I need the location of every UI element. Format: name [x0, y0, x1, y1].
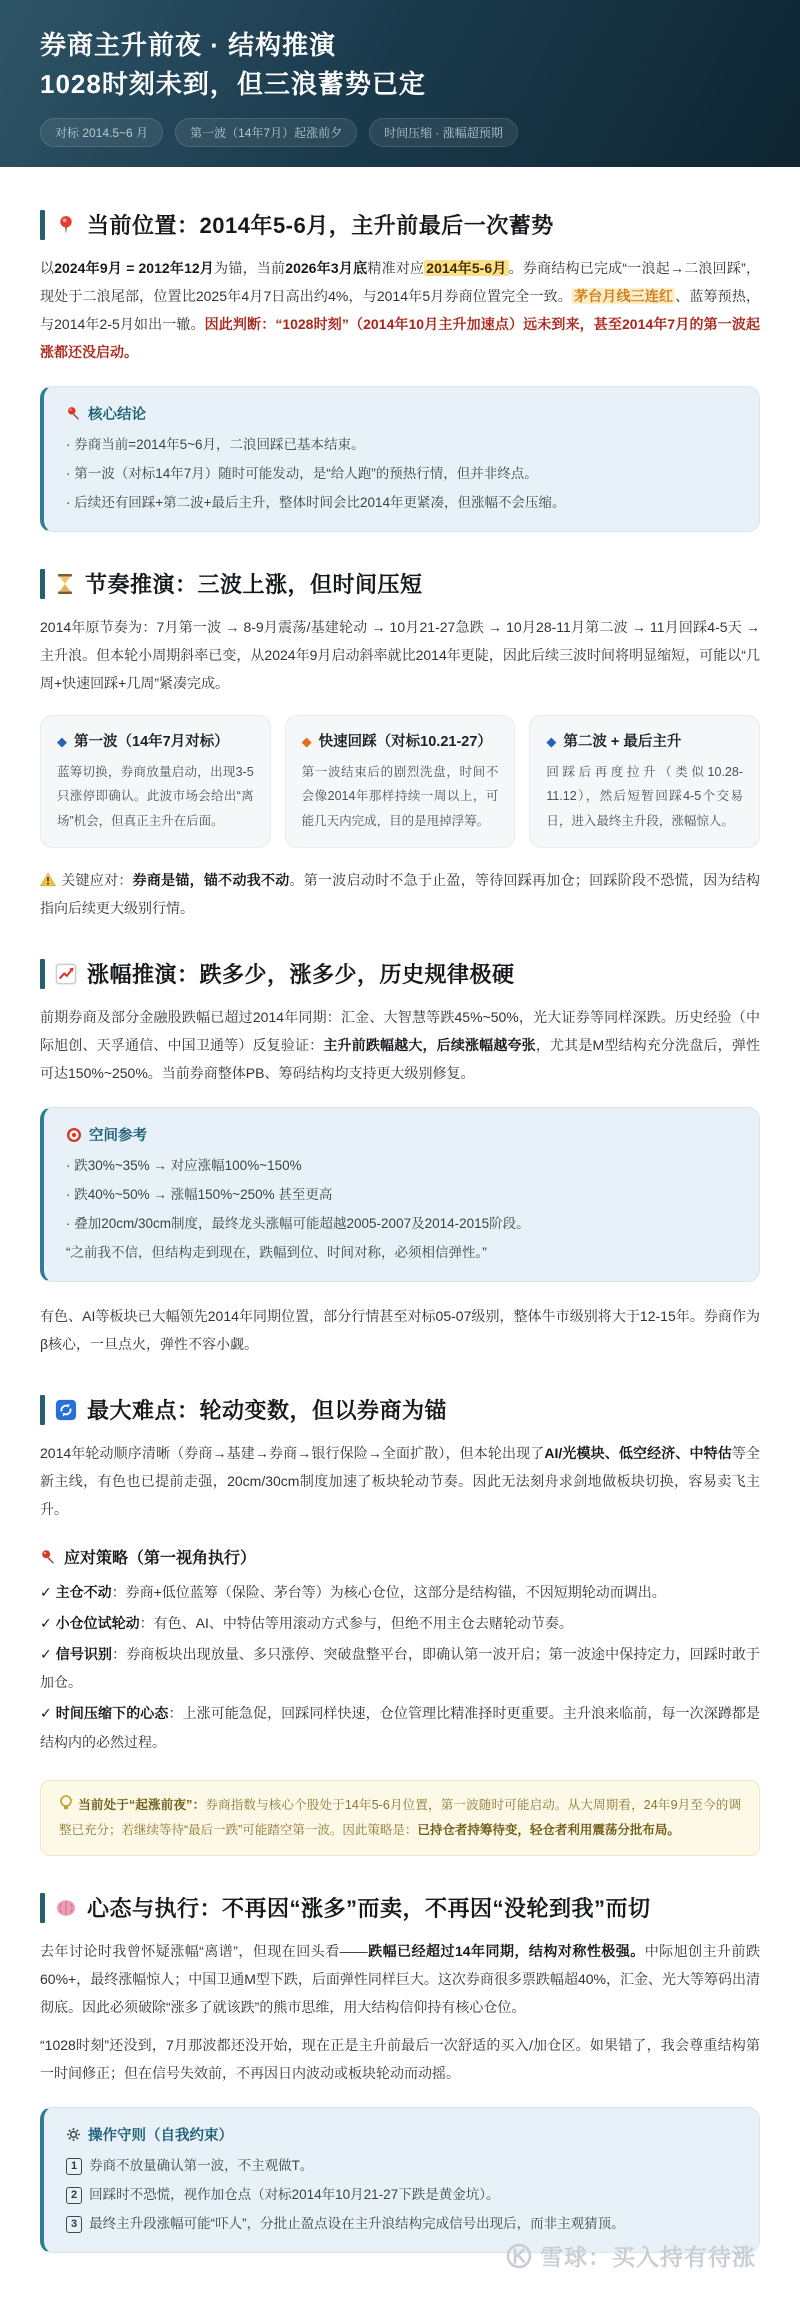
section-title: 最大难点：轮动变数，但以券商为锚 — [87, 1398, 448, 1424]
callout-title: 空间参考 — [66, 1124, 737, 1145]
space-line: · 跌30%~35% → 对应涨幅100%~150% — [66, 1158, 302, 1174]
diamond-icon: ◆ — [57, 734, 67, 750]
warning-icon — [40, 872, 56, 887]
card-second-wave — [529, 715, 760, 848]
pre-launch-note-box: 当前处于“起涨前夜”：券商指数与核心个股处于14年5-6月位置，第一波随时可能启动。从大周期看，24年9月至今的调整已充分；若继续等待“最后一跌”可能踏空第一波。因此策略是：已持仓者持筹待变，轻仓者利用震荡分批布局。 — [40, 1780, 760, 1856]
strategy-check: ✓ 主仓不动：券商+低位蓝筹（保险、茅台等）为核心仓位，这部分是结构锚，不因短期轮动而调出。 — [40, 1584, 666, 1601]
brain-icon — [55, 1898, 77, 1918]
section-heading — [40, 209, 760, 240]
conclusion-line: · 第一波（对标14年7月）随时可能发动，是“给人跑”的预热行情，但并非终点。 — [66, 466, 538, 482]
section-bar — [40, 1395, 45, 1425]
hourglass-icon — [55, 573, 75, 595]
paragraph: 去年讨论时我曾怀疑涨幅“离谱”，但现在回头看——跌幅已经超过14年同期，结构对称性极强。中际旭创主升前跌60%+，最终涨幅惊人；中国卫通M型下跌，后面弹性同样巨大。这次券商很多票跌幅超40%，汇金、光大等筹码出清彻底。因此必须破除“涨多了就该跌”的熊市思维，用大结构信仰持有核心仓位。 — [40, 1943, 761, 2016]
rule-line: 3 最终主升段涨幅可能“吓人”，分批止盈点设在主升浪结构完成信号出现后，而非主观猜顶。 — [66, 2209, 737, 2238]
space-reference-box — [40, 1107, 760, 1282]
card-first-wave — [40, 715, 271, 848]
xueqiu-logo-icon — [506, 2243, 532, 2269]
space-line: · 跌40%~50% → 涨幅150%~250% 甚至更高 — [66, 1187, 333, 1203]
rule-line: 2 回踩时不恐慌，视作加仓点（对标2014年10月21-27下跌是黄金坑）。 — [66, 2180, 737, 2209]
callout-title: 操作守则（自我约束） — [66, 2124, 737, 2145]
section-rhythm — [40, 568, 760, 922]
section-heading — [40, 1892, 760, 1923]
paragraph: 以2024年9月 = 2012年12月为锚，当前2026年3月底精准对应 2014年5-6月 。券商结构已完成“一浪起→二浪回踩”，现处于二浪尾部，位置比2025年4月7日高出约4%，与2014年5月券商位置完全一致。 茅台月线三连红 、蓝筹预热，与2014年2-5月如出一辙。因此判断：“1028时刻”（2014年10月主升加速点）远未到来，甚至2014年7月的第一波起涨都还没启动。 — [40, 260, 761, 360]
core-conclusion-box — [40, 386, 760, 532]
conclusion-line: · 券商当前=2014年5~6月，二浪回踩已基本结束。 — [66, 437, 365, 452]
operating-rules-box — [40, 2107, 760, 2253]
page-title-line1: 券商主升前夜 · 结构推演 — [40, 30, 337, 60]
page-title — [40, 26, 760, 104]
paragraph: 2014年原节奏为：7月第一波 → 8-9月震荡/基建轮动 → 10月21-27急跌 → 10月28-11月第二波 → 11月回踩4-5天 → 主升浪。但本轮小周期斜率已变，从2024年9月启动斜率就比2014年更陡，因此后续三波时间将明显缩短，可能以“几周+快速回踩+几周”紧凑完成。 — [40, 619, 760, 692]
gear-icon — [66, 2127, 81, 2142]
section-heading — [40, 1394, 760, 1425]
tag-benchmark: 对标 2014.5~6 月 — [40, 118, 163, 147]
location-pin-icon — [55, 214, 77, 236]
paragraph: “1028时刻”还没到，7月那波都还没开始，现在正是主升前最后一次舒适的买入/加仓区。如果错了，我会尊重结构第一时间修正；但在信号失效前，不再因日内波动或板块轮动而动摇。 — [40, 2037, 760, 2082]
section-bar — [40, 569, 45, 599]
paragraph: 2014年轮动顺序清晰（券商→基建→券商→银行保险→全面扩散），但本轮出现了AI/光模块、低空经济、中特估等全新主线，有色也已提前走强，20cm/30cm制度加速了板块轮动节奏。因此无法刻舟求剑地做板块切换，容易卖飞主升。 — [40, 1445, 760, 1518]
strategy-check: ✓ 时间压缩下的心态：上涨可能急促，回踩同样快速，仓位管理比精准择时更重要。主升浪来临前，每一次深蹲都是结构内的必然过程。 — [40, 1704, 760, 1750]
watermark-text: 雪球：买入持有待涨 — [540, 2244, 756, 2271]
section-bar — [40, 1893, 45, 1923]
card-title: ◆ 第二波 + 最后主升 — [546, 734, 682, 751]
section-title: 当前位置：2014年5-6月，主升前最后一次蓄势 — [87, 213, 554, 238]
section-bar — [40, 210, 45, 240]
section-bar — [40, 959, 45, 989]
section-title: 涨幅推演：跌多少，涨多少，历史规律极硬 — [87, 962, 515, 988]
strategy-check: ✓ 小仓位试轮动：有色、AI、中特估等用滚动方式参与，但绝不用主仓去赌轮动节奏。 — [40, 1614, 573, 1631]
pushpin-icon — [40, 1549, 56, 1565]
strategy-subheading: 应对策略（第一视角执行） — [40, 1545, 760, 1568]
diamond-icon: ◆ — [546, 734, 557, 750]
callout-title: 核心结论 — [66, 403, 737, 424]
article-body — [0, 167, 800, 2310]
page-header — [0, 0, 800, 167]
light-bulb-icon — [59, 1795, 73, 1811]
card-body: 回踩后再度拉升（类似10.28-11.12），然后短暂回踩4-5个交易日，进入最终主升段，涨幅惊人。 — [546, 765, 743, 828]
paragraph: 前期券商及部分金融股跌幅已超过2014年同期：汇金、大智慧等跌45%~50%，光大证券等同样深跌。历史经验（中际旭创、天孚通信、中国卫通等）反复验证：主升前跌幅越大，后续涨幅越夸张，尤其是M型结构充分洗盘后，弹性可达150%~250%。当前券商整体PB、筹码结构均支持更大级别修复。 — [40, 1009, 761, 1082]
key-response-line: 关键应对：券商是锚，锚不动我不动。第一波启动时不急于止盈，等待回踩再加仓；回踩阶段不恐慌，因为结构指向后续更大级别行情。 — [40, 872, 761, 917]
tag-first-wave: 第一波（14年7月）起涨前夕 — [175, 118, 357, 147]
section-heading — [40, 568, 760, 599]
card-quick-pullback — [285, 715, 516, 848]
section-gain-projection — [40, 958, 760, 1358]
section-title: 节奏推演：三波上涨，但时间压短 — [85, 572, 423, 598]
section-heading — [40, 958, 760, 989]
section-title: 心态与执行：不再因“涨多”而卖，不再因“没轮到我”而切 — [87, 1896, 651, 1922]
strategy-check: ✓ 信号识别：券商板块出现放量、多只涨停、突破盘整平台，即确认第一波开启；第一波途中保持定力，回踩时敢于加仓。 — [40, 1645, 760, 1691]
card-title: ◆ 快速回踩（对标10.21-27） — [301, 734, 492, 751]
watermark — [40, 2239, 756, 2272]
section-rotation-risk — [40, 1394, 760, 1856]
chart-up-icon — [55, 963, 77, 985]
conclusion-line: · 后续还有回踩+第二波+最后主升，整体时间会比2014年更紧凑，但涨幅不会压缩。 — [66, 495, 566, 511]
page-title-line2: 1028时刻未到，但三浪蓄势已定 — [40, 69, 426, 99]
card-body: 第一波结束后的剧烈洗盘，时间不会像2014年那样持续一周以上，可能几天内完成，目的是甩掉浮筹。 — [301, 765, 499, 828]
target-icon — [66, 1127, 82, 1143]
card-title: ◆ 第一波（14年7月对标） — [57, 734, 229, 751]
pushpin-icon — [66, 406, 81, 421]
paragraph: 有色、AI等板块已大幅领先2014年同期位置，部分行情甚至对标05-07级别，整体牛市级别将大于12-15年。券商作为β核心，一旦点火，弹性不容小觑。 — [40, 1308, 760, 1353]
rotation-icon — [55, 1399, 77, 1421]
rule-line: 1 券商不放量确认第一波，不主观做T。 — [66, 2151, 737, 2180]
diamond-icon: ◆ — [301, 734, 312, 750]
space-quote: “之前我不信，但结构走到现在，跌幅到位、时间对称，必须相信弹性。” — [66, 1245, 487, 1261]
section-current-position — [40, 209, 760, 532]
card-body: 蓝筹切换，券商放量启动，出现3-5只涨停即确认。此波市场会给出“离场”机会，但真正主升在后面。 — [57, 765, 254, 828]
tag-time-compression: 时间压缩 · 涨幅超预期 — [369, 118, 518, 147]
header-tags — [40, 118, 760, 147]
section-mindset — [40, 1892, 760, 2253]
space-line: · 叠加20cm/30cm制度，最终龙头涨幅可能超越2005-2007及2014-2015阶段。 — [66, 1216, 530, 1232]
wave-cards — [40, 715, 760, 848]
